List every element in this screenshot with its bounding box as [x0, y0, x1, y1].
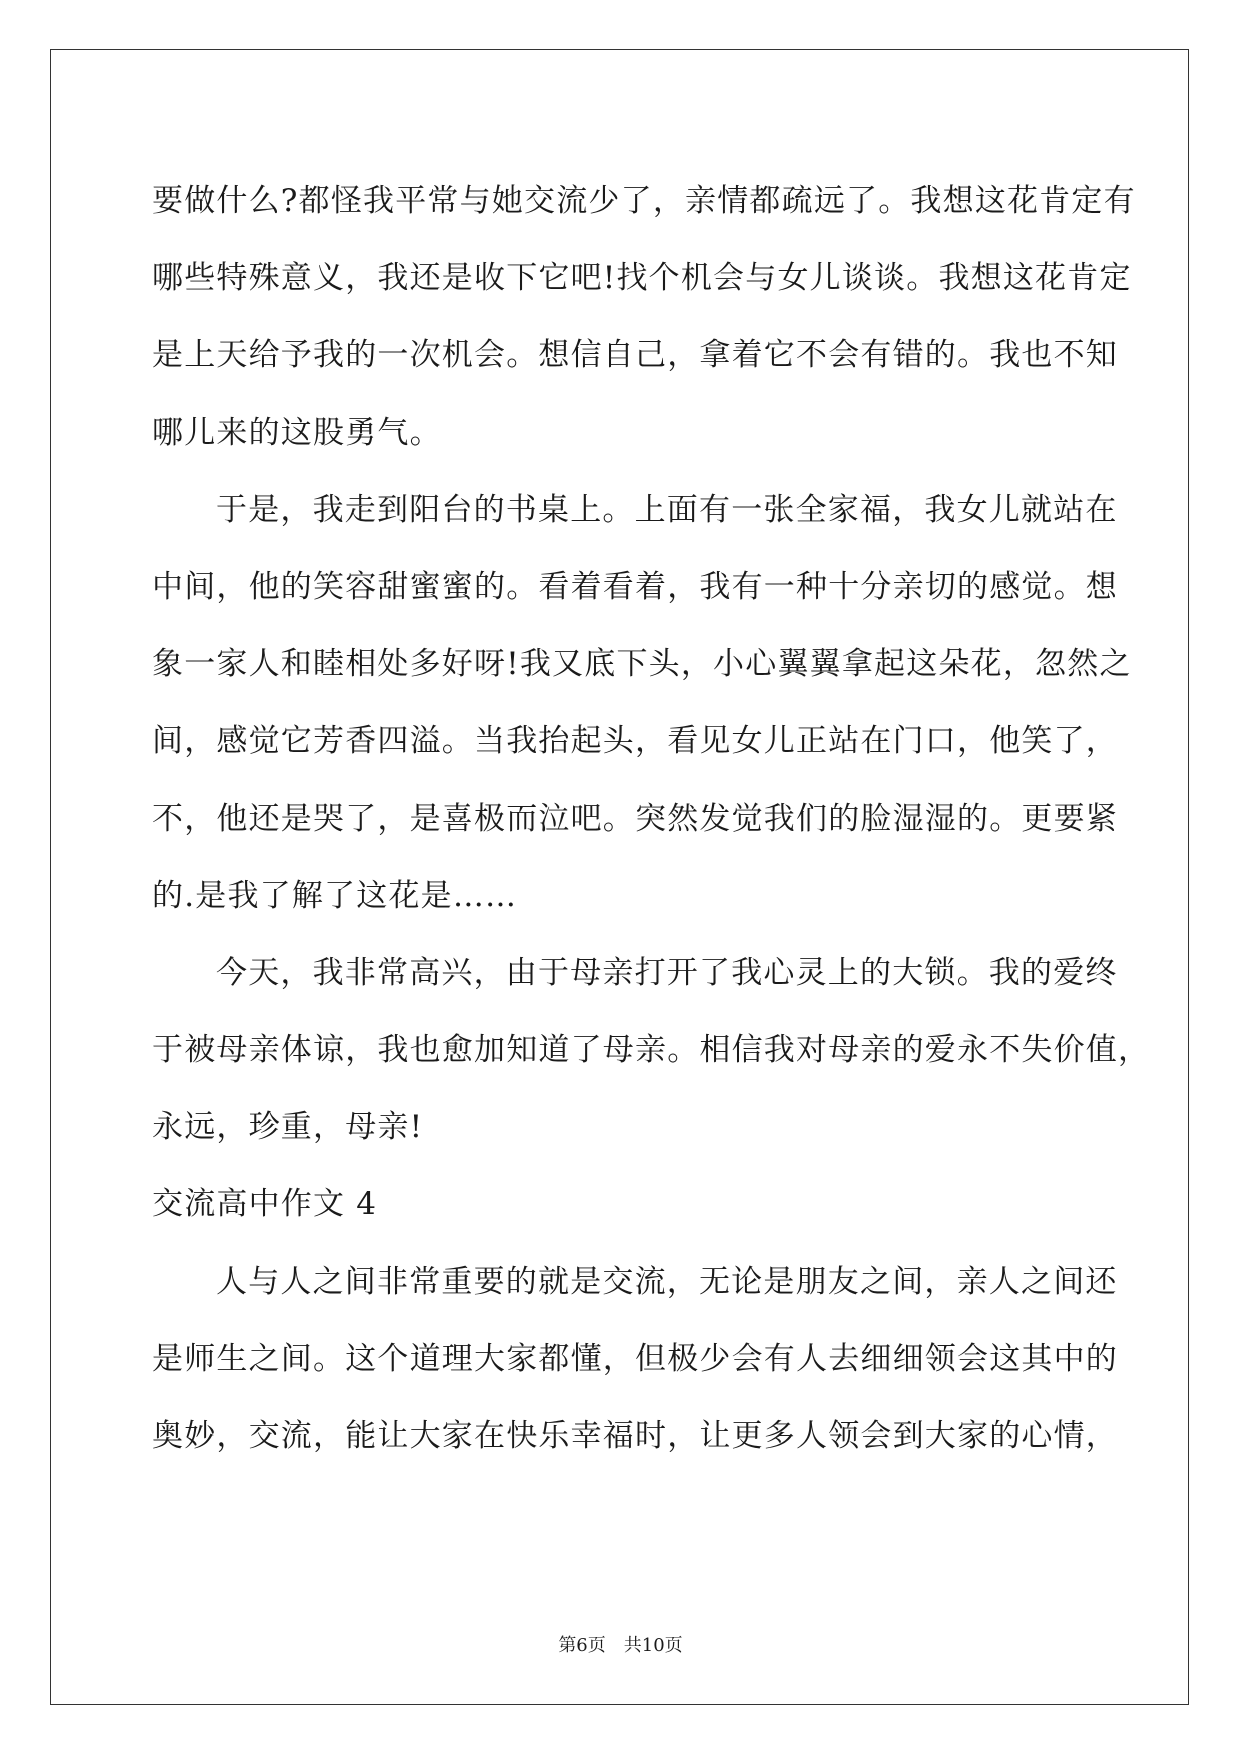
text-line: 于是，我走到阳台的书桌上。上面有一张全家福，我女儿就站在: [216, 491, 1118, 528]
text-line: 人与人之间非常重要的就是交流，无论是朋友之间，亲人之间还: [216, 1263, 1118, 1300]
text-line: 奥妙，交流，能让大家在快乐幸福时，让更多人领会到大家的心情，: [152, 1418, 1118, 1454]
text-line: 要做什么?都怪我平常与她交流少了，亲情都疏远了。我想这花肯定有: [152, 183, 1136, 219]
page-footer: [0, 1631, 1241, 1657]
text-line: 间，感觉它芳香四溢。当我抬起头，看见女儿正站在门口，他笑了，: [152, 723, 1118, 760]
text-line: 不，他还是哭了，是喜极而泣吧。突然发觉我们的脸湿湿的。更要紧: [152, 800, 1118, 837]
text-line: 象一家人和睦相处多好呀!我又底下头，小心翼翼拿起这朵花，忽然之: [152, 646, 1132, 683]
section-heading: 交流高中作文 4: [152, 1186, 378, 1223]
text-line: 今天，我非常高兴，由于母亲打开了我心灵上的大锁。我的爱终: [216, 954, 1118, 991]
text-line: 的.是我了解了这花是……: [152, 877, 518, 914]
page-number: 第6页: [558, 1635, 606, 1656]
text-line: 于被母亲体谅，我也愈加知道了母亲。相信我对母亲的爱永不失价值，: [152, 1032, 1151, 1069]
text-line: 是上天给予我的一次机会。想信自己，拿着它不会有错的。我也不知: [152, 337, 1118, 374]
text-line: 哪儿来的这股勇气。: [152, 414, 442, 451]
document-body: [152, 163, 1151, 1475]
text-line: 永远，珍重，母亲!: [152, 1109, 424, 1146]
text-line: 哪些特殊意义，我还是收下它吧!找个机会与女儿谈谈。我想这花肯定: [152, 260, 1132, 297]
text-line: 中间，他的笑容甜蜜蜜的。看着看着，我有一种十分亲切的感觉。想: [152, 568, 1118, 605]
text-line: 是师生之间。这个道理大家都懂，但极少会有人去细细领会这其中的: [152, 1340, 1118, 1377]
page-total: 共10页: [623, 1635, 683, 1656]
